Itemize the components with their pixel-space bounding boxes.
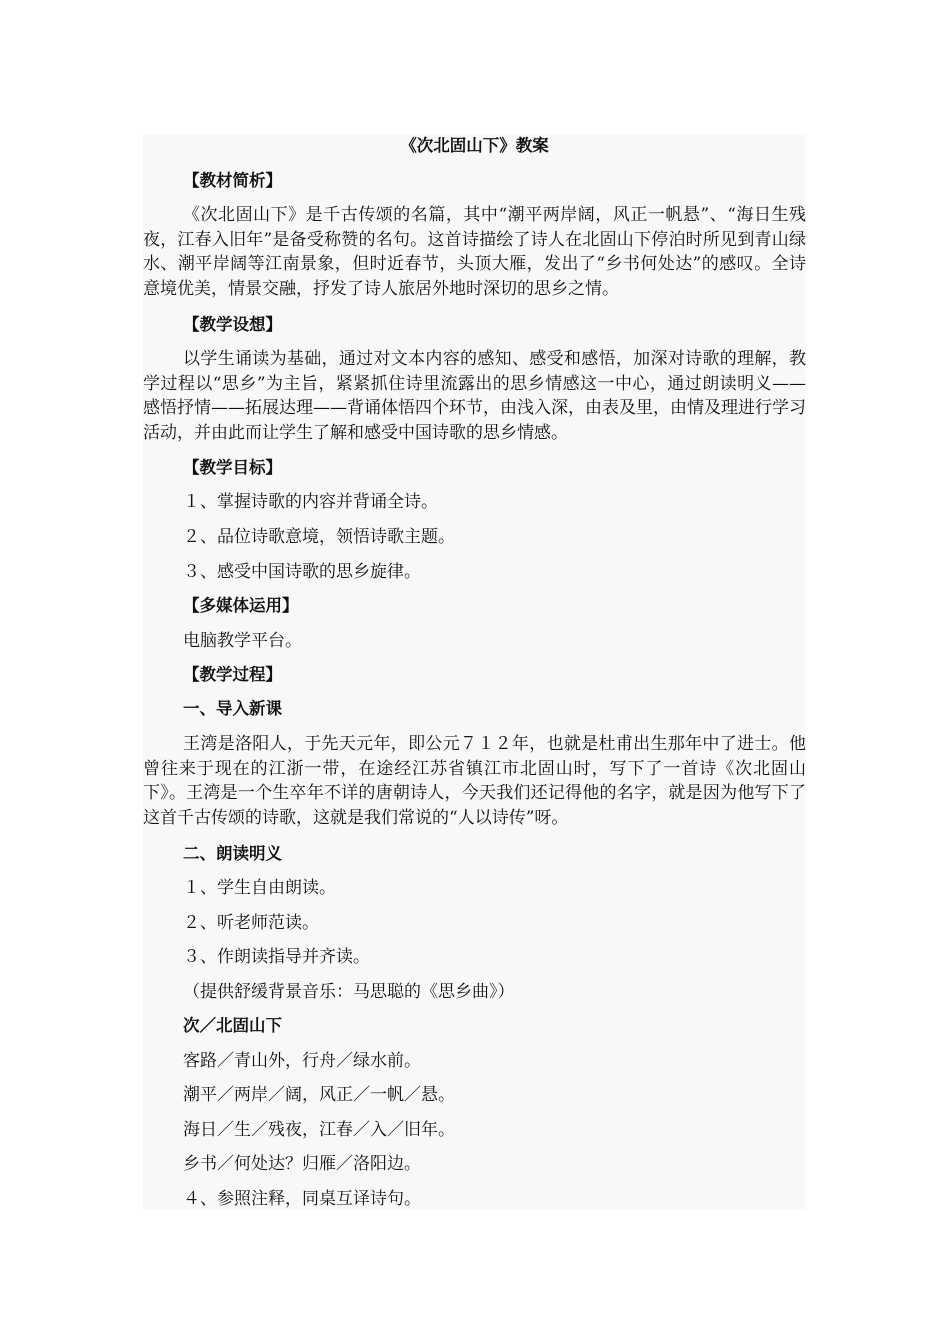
goal-item: ２、品位诗歌意境，领悟诗歌主题。 <box>183 527 455 547</box>
reading-step-item: １、学生自由朗读。 <box>183 878 336 898</box>
step-heading-reading: 二、朗读明义 <box>183 844 282 863</box>
step-heading-intro: 一、导入新课 <box>183 699 282 718</box>
section-heading-goals: 【教学目标】 <box>183 458 282 477</box>
poem-line: 潮平／两岸／阔，风正／一帆／悬。 <box>183 1085 455 1105</box>
reading-step-item: ３、作朗读指导并齐读。 <box>183 947 370 967</box>
material-paragraph: 《次北固山下》是千古传颂的名篇，其中“潮平两岸阔，风正一帆悬”、“海日生残夜，江春入旧年”是备受称赞的名句。这首诗描绘了诗人在北固山下停泊时所见到青山绿水、潮平岸阔等江南景象，但时近春节，头顶大雁，发出了“乡书何处达”的感叹。全诗意境优美，情景交融，抒发了诗人旅居外地时深切的思乡之情。 <box>143 205 806 299</box>
poem-line: 海日／生／残夜，江春／入／旧年。 <box>183 1120 455 1140</box>
intro-paragraph: 王湾是洛阳人，于先天元年，即公元７１２年，也就是杜甫出生那年中了进士。他曾往来于现在的江浙一带，在途经江苏省镇江市北固山时，写下了一首诗《次北固山下》。王湾是一个生卒年不详的唐朝诗人，今天我们还记得他的名字，就是因为他写下了这首千古传颂的诗歌，这就是我们常说的“人以诗传”呀。 <box>143 734 806 828</box>
poem-line: 客路／青山外，行舟／绿水前。 <box>183 1051 421 1071</box>
goal-item: １、掌握诗歌的内容并背诵全诗。 <box>183 492 438 512</box>
document-title: 《次北固山下》教案 <box>400 136 549 155</box>
design-paragraph: 以学生诵读为基础，通过对文本内容的感知、感受和感悟，加深对诗歌的理解，教学过程以“思乡”为主旨，紧紧抓住诗里流露出的思乡情感这一中心，通过朗读明义——感悟抒情——拓展达理——背诵体悟四个环节，由浅入深，由表及里，由情及理进行学习活动，并由此而让学生了解和感受中国诗歌的思乡情感。 <box>143 349 806 443</box>
goal-item: ３、感受中国诗歌的思乡旋律。 <box>183 562 421 582</box>
section-heading-design: 【教学设想】 <box>183 315 282 334</box>
poem-title: 次／北固山下 <box>183 1016 282 1035</box>
section-heading-media: 【多媒体运用】 <box>183 596 299 615</box>
background-music-note: （提供舒缓背景音乐：马思聪的《思乡曲》） <box>183 982 515 1002</box>
reading-step-item: ４、参照注释，同桌互译诗句。 <box>183 1189 421 1209</box>
media-text: 电脑教学平台。 <box>183 631 302 651</box>
poem-line: 乡书／何处达？归雁／洛阳边。 <box>183 1154 421 1174</box>
section-heading-material: 【教材简析】 <box>183 171 282 190</box>
reading-step-item: ２、听老师范读。 <box>183 913 319 933</box>
section-heading-process: 【教学过程】 <box>183 665 282 684</box>
